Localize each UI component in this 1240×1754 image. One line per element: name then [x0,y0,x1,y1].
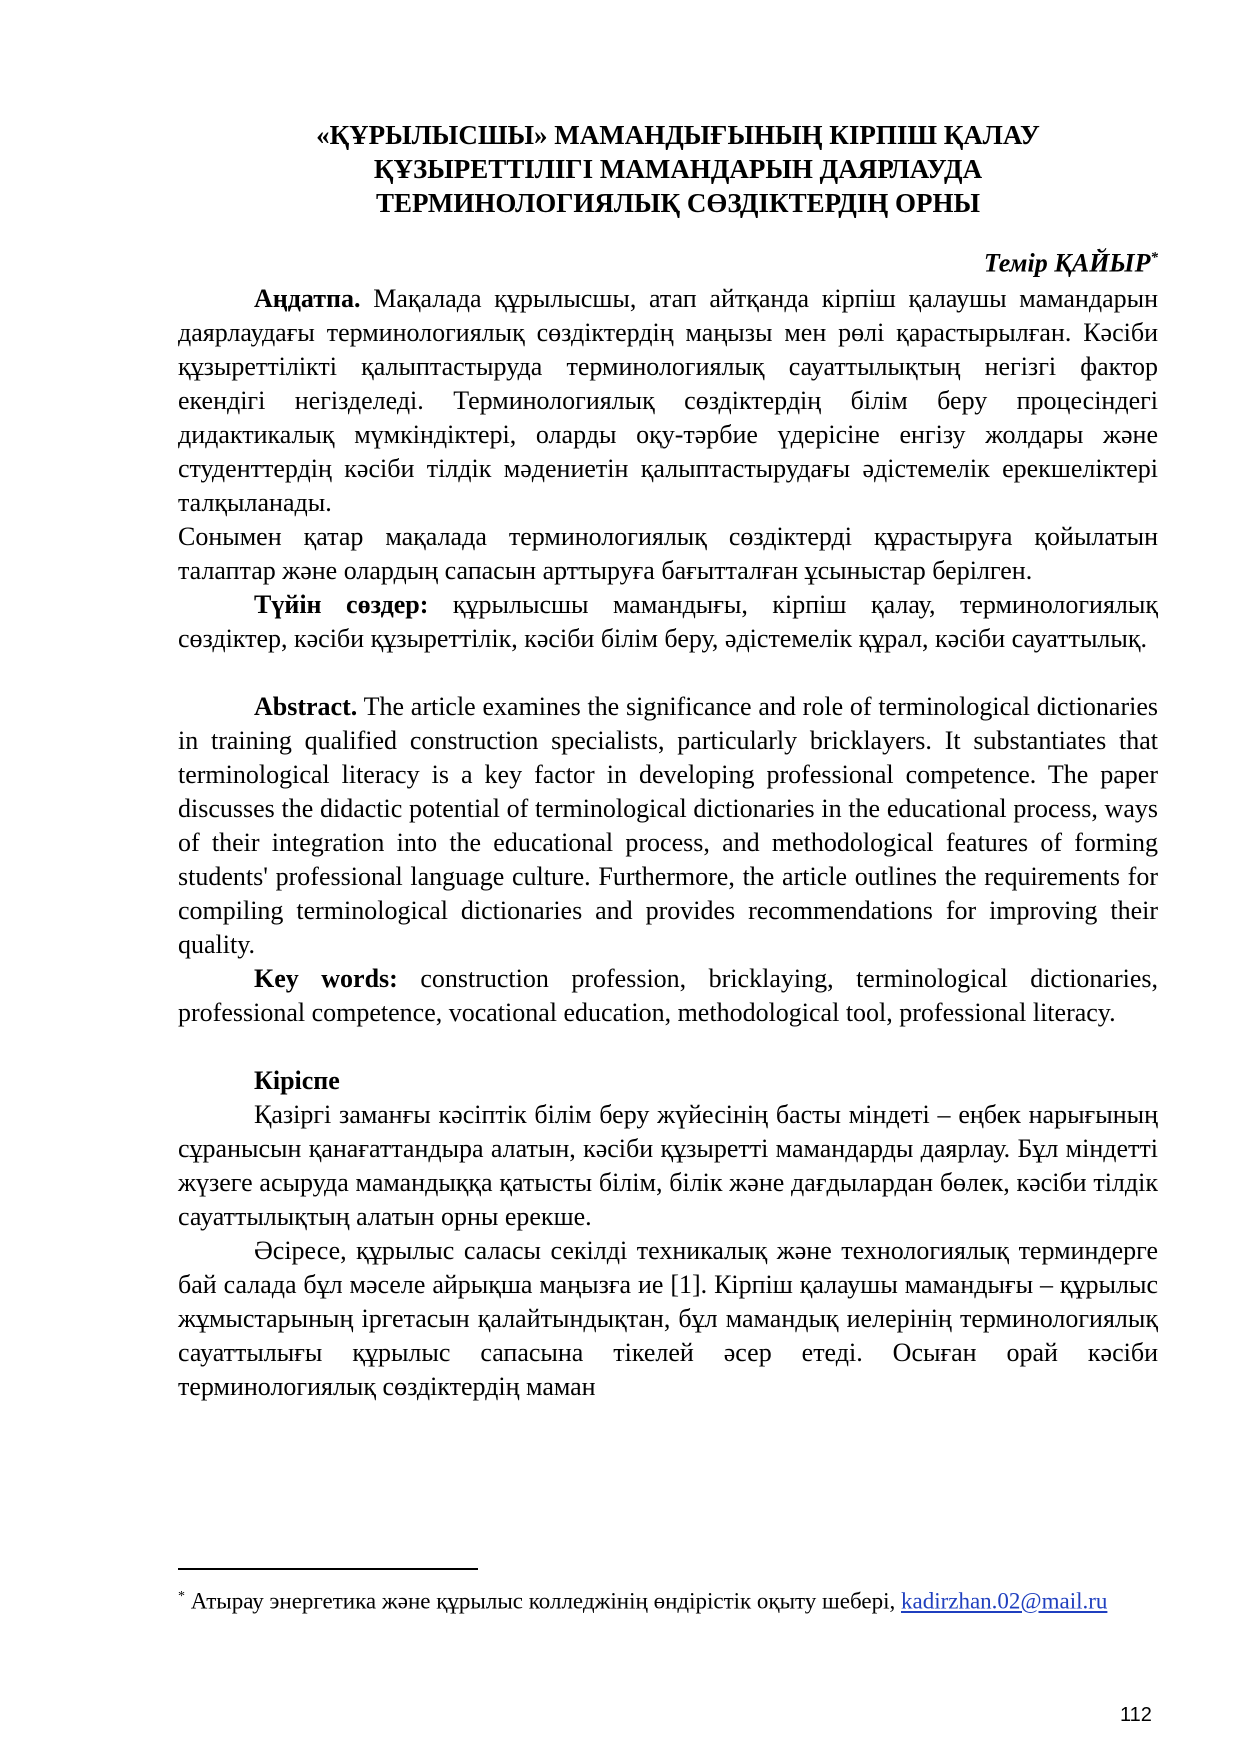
footnote [178,1582,1158,1617]
author-line [178,240,1158,282]
footnote-text: Атырау энергетика және құрылыс колледжінің өндірістік оқыту шебері, [190,1588,896,1614]
kk-abstract-text: Мақалада құрылысшы, атап айтқанда кірпіш қалаушы мамандарын даярлаудағы терминологиялық сөздіктердің маңызы мен рөлі қарастырылған. Кәсіби құзыреттілікті қалыптастыруда терминологиялық сауаттылықтың негізгі фактор екендігі негізделеді. Терминологиялық сөздіктердің білім беру процесіндегі дидактикалық мүмкіндіктері, оларды оқу-тәрбие үдерісіне енгізу жолдары және студенттердің кәсіби тілдік мәдениетін қалыптастырудағы әдістемелік ерекшеліктері талқыланады. [178,283,1159,517]
article-body [178,118,1158,1404]
spacer [178,656,1158,690]
en-abstract-text: The article examines the significance and role of terminological dictionaries in training qualified construction specialists, particularly bricklayers. It substantiates that terminological literacy is a key factor in developing professional competence. The paper discusses the didactic potential of terminological dictionaries in the educational process, ways of their integration into the educational process, and methodological features of forming students' professional language culture. Furthermore, the article outlines the requirements for compiling terminological dictionaries and provides recommendations for improving their quality. [178,691,1158,959]
spacer [178,1030,1158,1064]
title-line-2: ҚҰЗЫРЕТТІЛІГІ МАМАНДАРЫН ДАЯРЛАУДА [373,154,983,184]
en-abstract [178,690,1158,962]
footnote-marker: * [178,1589,185,1604]
kk-keywords-text: құрылысшы мамандығы, кірпіш қалау, терминологиялық сөздіктер, кәсіби құзыреттілік, кәсіби білім беру, әдістемелік құрал, кәсіби сауаттылық. [178,589,1159,653]
intro-paragraph-2: Әсіресе, құрылыс саласы секілді техникалық және технологиялық терминдерге бай салада бұл мәселе айрықша маңызға ие [1]. Кірпіш қалаушы мамандығы – құрылыс жұмыстарының іргетасын қалайтындықтан, бұл мамандық иелерінің терминологиялық сауаттылығы құрылыс сапасына тікелей әсер етеді. Осыған орай кәсіби терминологиялық сөздіктердің маман [178,1235,1158,1401]
intro-heading: Кіріспе [254,1065,340,1095]
intro-paragraph-1: Қазіргі заманғы кәсіптік білім беру жүйесінің басты міндеті – еңбек нарығының сұранысын қанағаттандыра алатын, кәсіби құзыретті мамандарды даярлау. Бұл міндетті жүзеге асыруда мамандыққа қатысты білім, білік және дағдылардан бөлек, кәсіби тілдік сауаттылықтың алатын орны ерекше. [178,1099,1158,1231]
kk-abstract-label: Аңдатпа. [254,283,361,313]
en-keywords-text: construction profession, bricklaying, terminological dictionaries, professional competence, vocational education, methodological tool, professional literacy. [178,963,1158,1027]
page-number: 112 [1120,1704,1152,1726]
author-footnote-marker: * [1150,250,1158,266]
title-line-3: ТЕРМИНОЛОГИЯЛЫҚ СӨЗДІКТЕРДІҢ ОРНЫ [375,188,981,218]
title-line-1: «ҚҰРЫЛЫСШЫ» МАМАНДЫҒЫНЫҢ КІРПІШ ҚАЛАУ [316,120,1040,150]
kk-abstract-continuation: Сонымен қатар мақалада терминологиялық сөздіктерді құрастыруға қойылатын талаптар және олардың сапасын арттыруға бағытталған ұсыныстар берілген. [178,521,1158,585]
author-name: Темір ҚАЙЫР [983,248,1151,278]
en-abstract-label: Abstract. [254,691,358,721]
footnote-divider [178,1568,478,1570]
kk-abstract [178,282,1158,520]
kk-keywords [178,588,1158,656]
footnote-email-link[interactable]: kadirzhan.02@mail.ru [900,1588,1108,1614]
article-title [238,118,1118,220]
en-keywords-label: Key words: [254,963,398,993]
en-keywords [178,962,1158,1030]
kk-keywords-label: Түйін сөздер: [254,589,429,619]
